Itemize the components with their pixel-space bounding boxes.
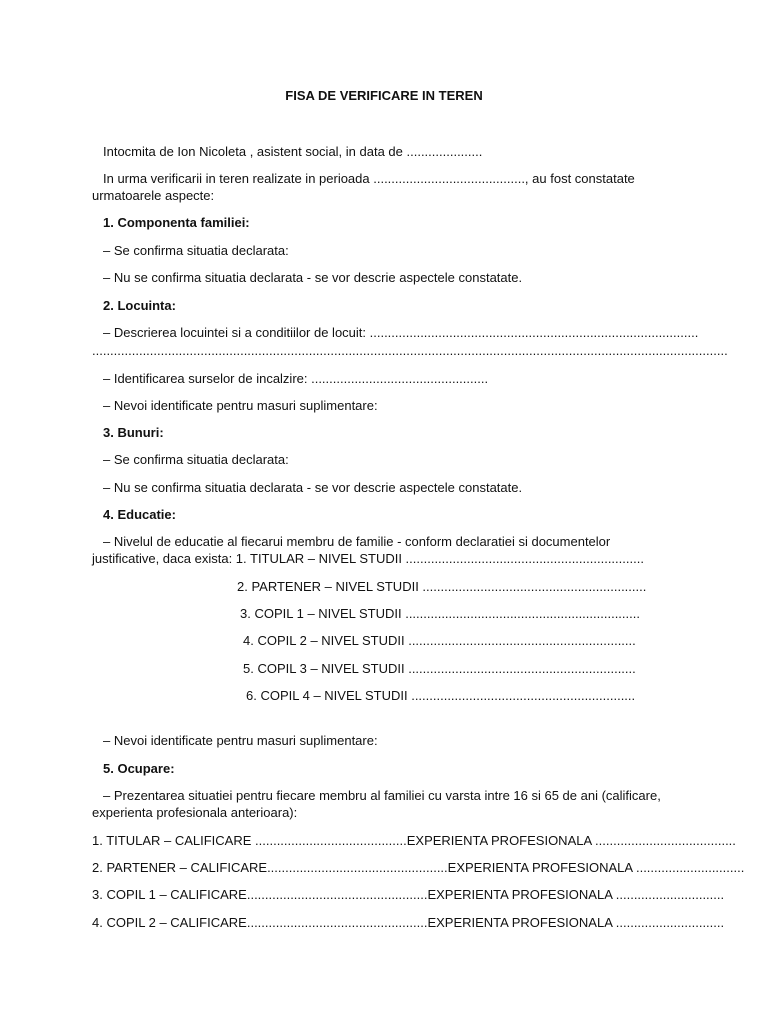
section-4-line-2: justificative, daca exista: 1. TITULAR – NIVEL STUDII .................................................................. <box>92 551 644 566</box>
section-4-line-1: – Nivelul de educatie al fiecarui membru de familie - conform declaratiei si documentelor <box>103 534 611 549</box>
occupation-row-copil-1: 3. COPIL 1 – CALIFICARE..................................................EXPERIENTA PROFESIONALA .............................. <box>92 887 725 902</box>
intro-line-2b: urmatoarele aspecte: <box>92 188 215 203</box>
section-3-heading: 3. Bunuri: <box>103 425 164 440</box>
education-member-copil-3: 5. COPIL 3 – NIVEL STUDII ............................................................... <box>243 661 636 676</box>
section-5-line-1: – Prezentarea situatiei pentru fiecare membru al familiei cu varsta intre 16 si 65 de ani (calificare, <box>103 788 661 803</box>
section-1-item-1: – Se confirma situatia declarata: <box>103 243 289 258</box>
section-4-heading: 4. Educatie: <box>103 507 176 522</box>
document-title: FISA DE VERIFICARE IN TEREN <box>285 88 483 103</box>
occupation-row-titular: 1. TITULAR – CALIFICARE ..........................................EXPERIENTA PROFESIONALA ....................................... <box>92 833 736 848</box>
section-2-heading: 2. Locuinta: <box>103 298 176 313</box>
occupation-row-partener: 2. PARTENER – CALIFICARE..................................................EXPERIENTA PROFESIONALA .............................. <box>92 860 745 875</box>
education-member-copil-2: 4. COPIL 2 – NIVEL STUDII ............................................................... <box>243 633 636 648</box>
section-2-description-line-1: – Descrierea locuintei si a conditiilor de locuit: ........................................................................................... <box>103 325 699 340</box>
intro-line-2a: In urma verificarii in teren realizate in perioada .........................................., au fost constatate <box>103 171 635 186</box>
section-5-heading: 5. Ocupare: <box>103 761 175 776</box>
education-member-partener: 2. PARTENER – NIVEL STUDII .............................................................. <box>237 579 647 594</box>
section-2-description-line-2: ................................................................................................................................................................................ <box>92 343 728 358</box>
section-3-item-2: – Nu se confirma situatia declarata - se vor descrie aspectele constatate. <box>103 480 523 495</box>
section-4-needs: – Nevoi identificate pentru masuri suplimentare: <box>103 733 378 748</box>
section-2-heating: – Identificarea surselor de incalzire: ................................................. <box>103 371 489 386</box>
section-1-heading: 1. Componenta familiei: <box>103 215 250 230</box>
education-member-copil-4: 6. COPIL 4 – NIVEL STUDII .............................................................. <box>246 688 636 703</box>
intro-line-1: Intocmita de Ion Nicoleta , asistent social, in data de ..................... <box>103 144 483 159</box>
section-3-item-1: – Se confirma situatia declarata: <box>103 452 289 467</box>
education-member-copil-1: 3. COPIL 1 – NIVEL STUDII ................................................................. <box>240 606 640 621</box>
section-2-needs: – Nevoi identificate pentru masuri suplimentare: <box>103 398 378 413</box>
section-5-line-2: experienta profesionala anterioara): <box>92 805 298 820</box>
section-1-item-2: – Nu se confirma situatia declarata - se vor descrie aspectele constatate. <box>103 270 523 285</box>
occupation-row-copil-2: 4. COPIL 2 – CALIFICARE..................................................EXPERIENTA PROFESIONALA .............................. <box>92 915 725 930</box>
